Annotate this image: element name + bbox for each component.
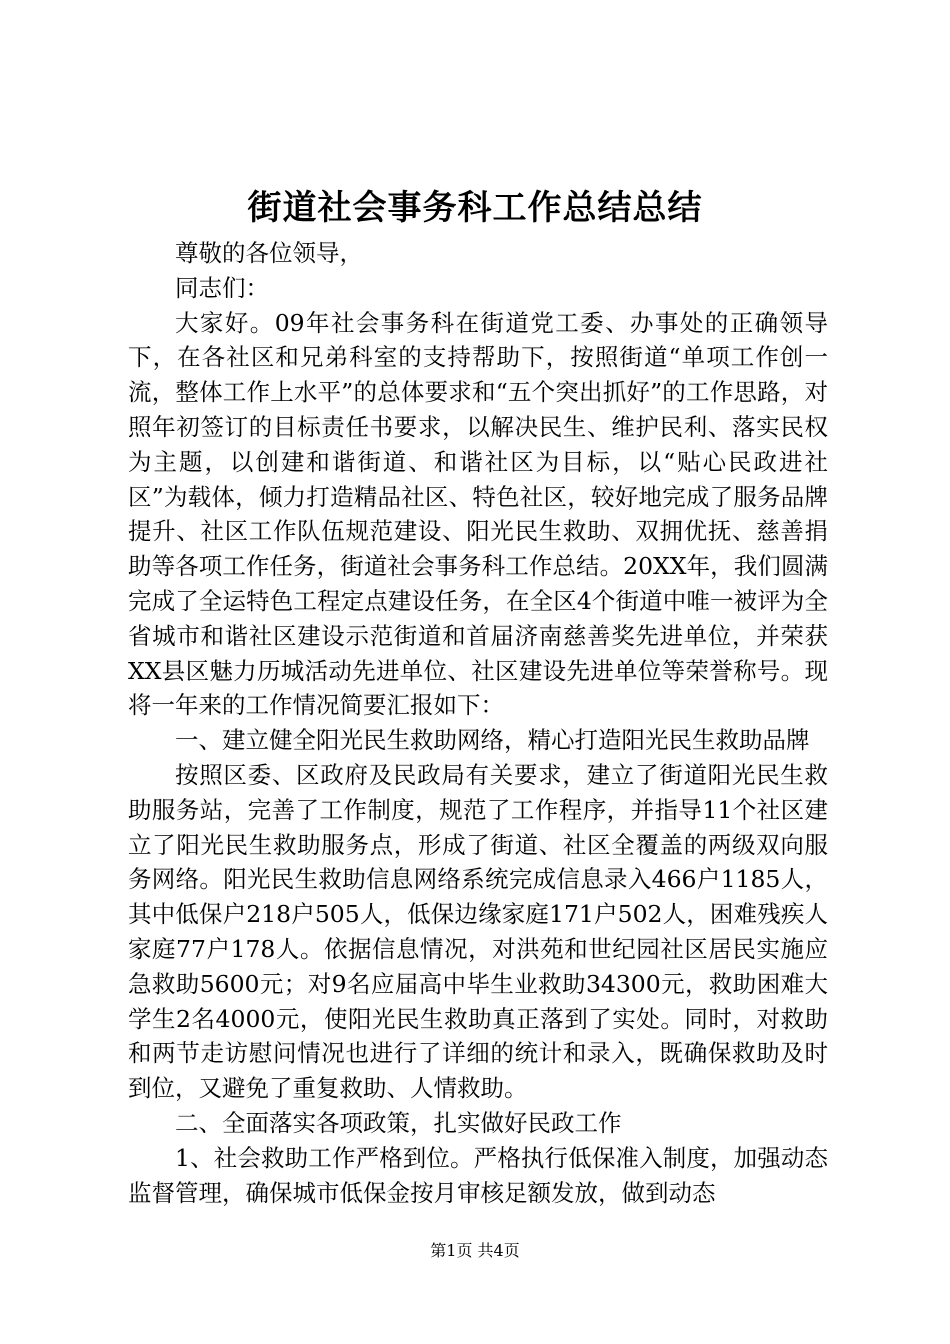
section-heading-1: 一、建立健全阳光民生救助网络，精心打造阳光民生救助品牌 — [175, 726, 810, 755]
document-body — [128, 236, 828, 1210]
page-number-footer: 第1页 共4页 — [430, 1241, 520, 1260]
section-heading-2: 二、全面落实各项政策，扎实做好民政工作 — [175, 1108, 622, 1137]
salutation-leaders: 尊敬的各位领导， — [175, 239, 363, 267]
section-1-paragraph: 按照区委、区政府及民政局有关要求，建立了街道阳光民生救助服务站，完善了工作制度，规范了工作程序，并指导11个社区建立了阳光民生救助服务点，形成了街道、社区全覆盖的两级双向服务网络。阳光民生救助信息网络系统完成信息录入466户1185人，其中低保户218户505人，低保边缘家庭171户502人，困难残疾人家庭77户178人。依据信息情况，对洪苑和世纪园社区居民实施应急救助5600元；对9名应届高中毕生业救助34300元，救助困难大学生2名4000元，使阳光民生救助真正落到了实处。同时，对救助和两节走访慰问情况也进行了详细的统计和录入，既确保救助及时到位，又避免了重复救助、人情救助。 — [128, 760, 828, 1103]
salutation-comrades: 同志们： — [175, 273, 269, 302]
section-2-paragraph: 1、社会救助工作严格到位。严格执行低保准入制度，加强动态监督管理，确保城市低保金按月审核足额发放，做到动态 — [128, 1143, 828, 1207]
document-title: 街道社会事务科工作总结总结 — [247, 188, 703, 228]
intro-paragraph: 大家好。09年社会事务科在街道党工委、办事处的正确领导下，在各社区和兄弟科室的支持帮助下，按照街道“单项工作创一流，整体工作上水平”的总体要求和“五个突出抓好”的工作思路，对照年初签订的目标责任书要求，以解决民生、维护民利、落实民权为主题，以创建和谐街道、和谐社区为目标，以“贴心民政进社区”为载体，倾力打造精品社区、特色社区，较好地完成了服务品牌提升、社区工作队伍规范建设、阳光民生救助、双拥优抚、慈善捐助等各项工作任务，街道社会事务科工作总结。20XX年，我们圆满完成了全运特色工程定点建设任务，在全区4个街道中唯一被评为全省城市和谐社区建设示范街道和首届济南慈善奖先进单位，并荣获XX县区魅力历城活动先进单位、社区建设先进单位等荣誉称号。现将一年来的工作情况简要汇报如下： — [128, 308, 828, 720]
